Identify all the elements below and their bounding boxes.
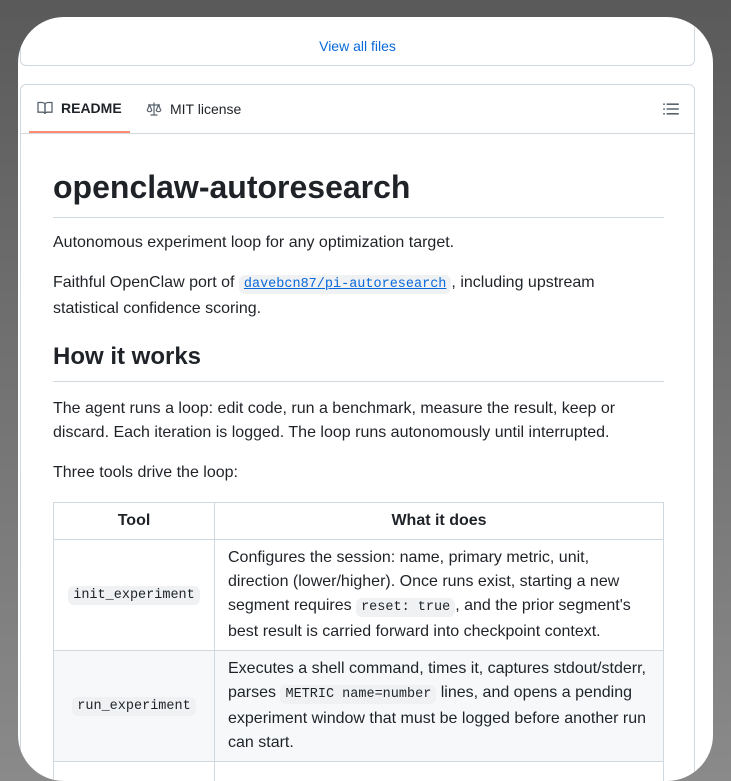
port-link-code xyxy=(239,275,452,294)
table-header-what: What it does xyxy=(215,503,664,540)
table-row xyxy=(54,762,664,781)
tool-description-cell xyxy=(215,651,664,762)
port-text-after: , including upstream statistical confidence scoring. xyxy=(53,274,595,317)
book-icon xyxy=(37,100,53,116)
table-row xyxy=(54,540,664,651)
readme-panel xyxy=(20,84,695,781)
tool-name-cell xyxy=(54,762,215,781)
law-scale-icon xyxy=(146,101,162,117)
table-row xyxy=(54,651,664,762)
tab-mit-license-label: MIT license xyxy=(170,101,242,117)
table-header-tool: Tool xyxy=(54,503,215,540)
readme-tabs-bar xyxy=(21,85,694,134)
readme-intro: Autonomous experiment loop for any optimization target. xyxy=(53,234,455,251)
tool-desc-after: , and the prior segment's best result is carried forward into checkpoint context. xyxy=(228,597,631,640)
tool-name-code: run_experiment xyxy=(72,697,195,716)
list-unordered-icon xyxy=(662,105,680,122)
tab-mit-license[interactable] xyxy=(138,85,249,133)
outline-button[interactable] xyxy=(662,100,680,118)
readme-port-paragraph xyxy=(53,271,664,321)
tab-readme-label: README xyxy=(61,100,122,116)
tab-readme[interactable] xyxy=(29,85,130,133)
tool-desc-before: Configures the session: name, primary metric, unit, direction (lower/higher). Once runs exist, starting a new segment requires xyxy=(228,549,620,614)
table-header-row xyxy=(54,503,664,540)
tool-desc-code: reset: true xyxy=(356,598,455,617)
readme-title: openclaw-autoresearch xyxy=(53,167,664,218)
pi-autoresearch-link[interactable]: davebcn87/pi-autoresearch xyxy=(243,277,447,292)
window-frame xyxy=(18,17,713,781)
view-all-files-bar xyxy=(20,27,695,66)
tool-desc-code: METRIC name=number xyxy=(280,685,436,704)
tool-name-cell xyxy=(54,651,215,762)
view-all-files-link[interactable]: View all files xyxy=(319,38,396,54)
tool-desc-before: Executes a shell command, times it, captures stdout/stderr, parses xyxy=(228,660,646,701)
tool-description-cell xyxy=(215,762,664,781)
how-it-works-heading: How it works xyxy=(53,341,664,382)
tool-description-cell xyxy=(215,540,664,651)
tools-intro: Three tools drive the loop: xyxy=(53,464,238,481)
tool-desc-after: lines, and opens a pending experiment window that must be logged before another run can start. xyxy=(228,684,647,751)
tool-name-code: init_experiment xyxy=(68,586,200,605)
how-it-works-text: The agent runs a loop: edit code, run a benchmark, measure the result, keep or discard. Each iteration is logged. The loop runs autonomously until interrupted. xyxy=(53,400,616,441)
tools-table xyxy=(53,502,664,781)
tool-name-cell xyxy=(54,540,215,651)
port-text-before: Faithful OpenClaw port of xyxy=(53,274,239,291)
